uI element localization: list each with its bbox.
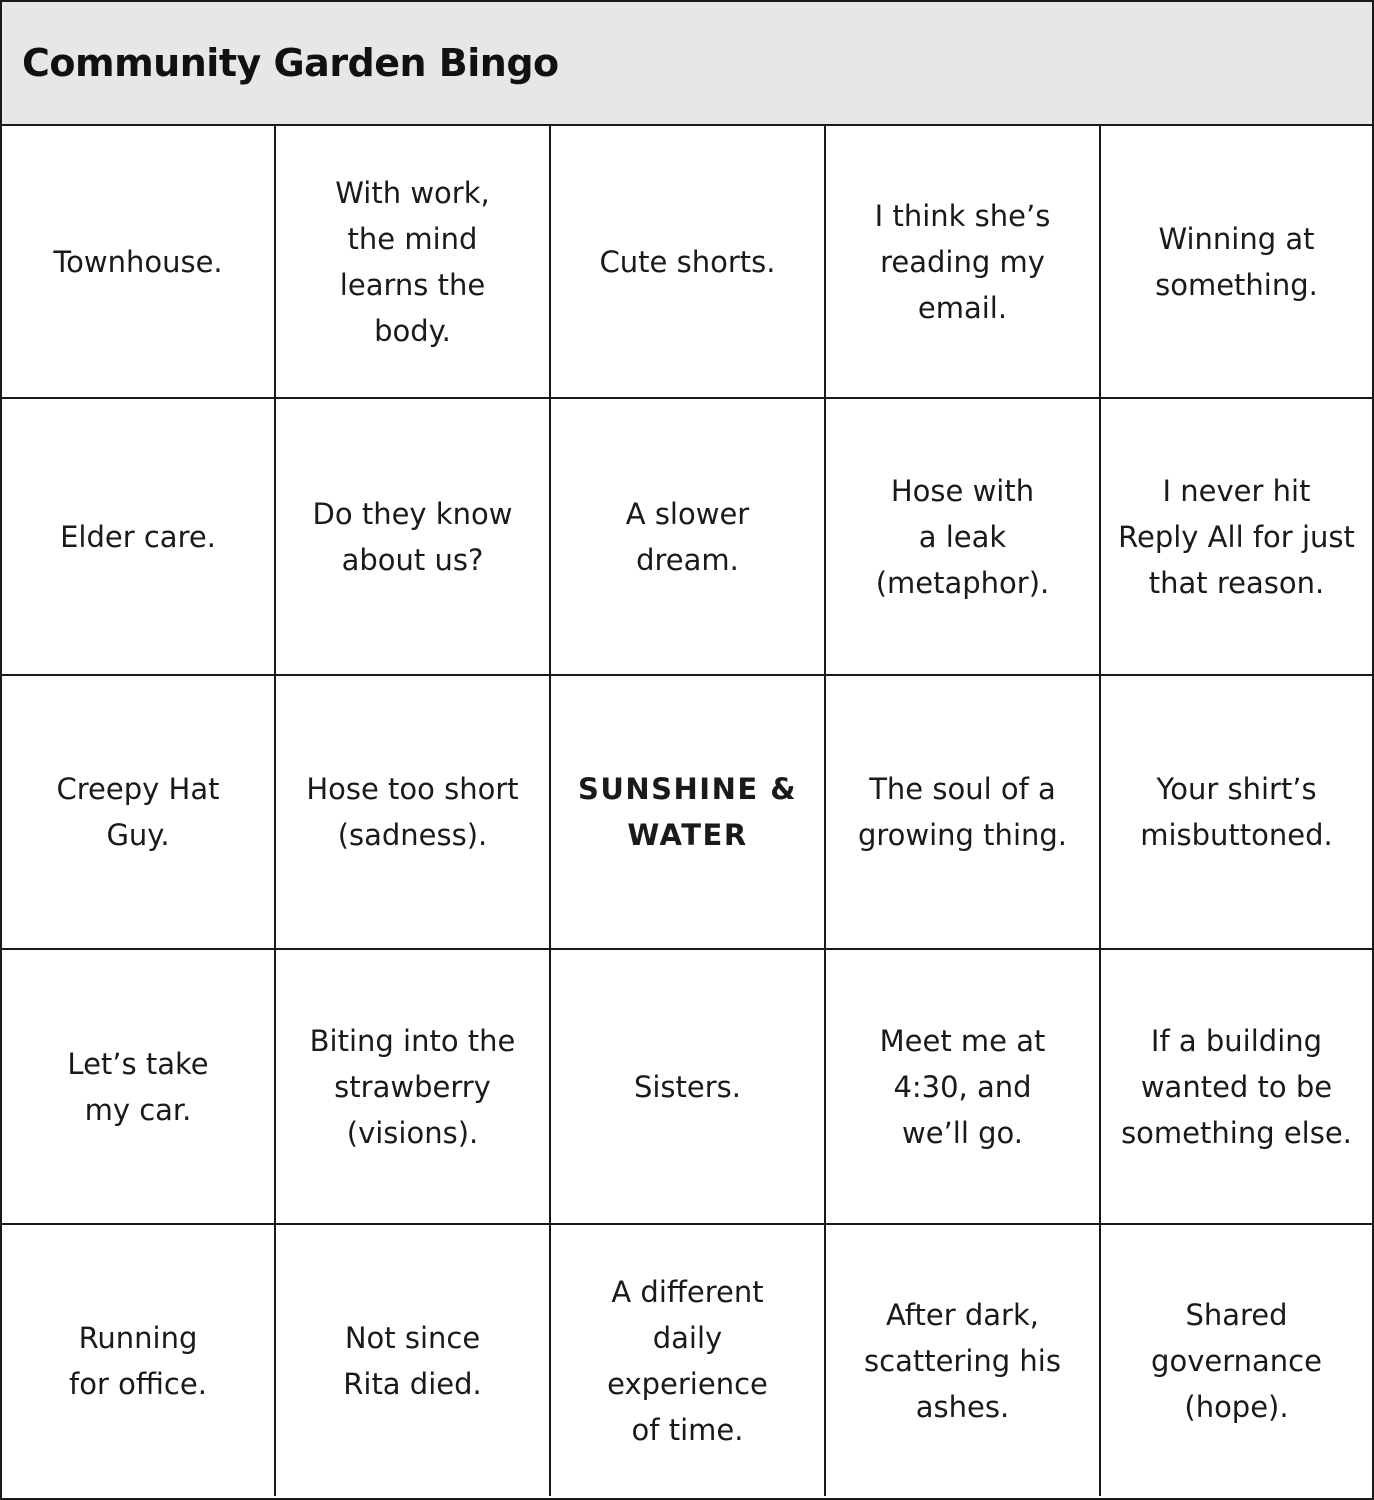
bingo-cell-text: After dark, scattering his ashes. — [864, 1297, 1061, 1424]
bingo-cell-text: I think she’s reading my email. — [874, 198, 1051, 325]
bingo-header — [2, 2, 1372, 126]
bingo-cell-text: Shared governance (hope). — [1151, 1297, 1322, 1424]
bingo-cell-text: Winning at something. — [1155, 221, 1318, 302]
bingo-cell-text: A slower dream. — [625, 496, 750, 577]
bingo-cell-r3c1[interactable] — [2, 676, 276, 950]
bingo-cell-text: Hose too short (sadness). — [306, 772, 519, 852]
bingo-cell-r1c3[interactable] — [551, 126, 826, 399]
bingo-cell-r1c1[interactable] — [2, 126, 276, 399]
bingo-cell-r5c3[interactable] — [551, 1225, 826, 1496]
bingo-cell-text: Hose with a leak (metaphor). — [875, 473, 1050, 600]
bingo-cell-text: Do they know about us? — [312, 496, 513, 577]
bingo-free-space[interactable] — [551, 676, 826, 950]
bingo-cell-r5c5[interactable] — [1101, 1225, 1372, 1496]
bingo-cell-r3c5[interactable] — [1101, 676, 1372, 950]
bingo-cell-text: Townhouse. — [53, 244, 223, 279]
bingo-cell-text: If a building wanted to be something else. — [1121, 1023, 1352, 1150]
bingo-free-space-text: SUNSHINE & WATER — [577, 772, 798, 852]
bingo-cell-r4c5[interactable] — [1101, 950, 1372, 1225]
bingo-cell-r2c3[interactable] — [551, 399, 826, 676]
bingo-cell-r4c2[interactable] — [276, 950, 551, 1225]
bingo-cell-text: With work, the mind learns the body. — [335, 175, 490, 348]
bingo-cell-r4c4[interactable] — [826, 950, 1101, 1225]
bingo-cell-r5c4[interactable] — [826, 1225, 1101, 1496]
bingo-cell-r4c3[interactable] — [551, 950, 826, 1225]
bingo-cell-r2c1[interactable] — [2, 399, 276, 676]
bingo-cell-r1c2[interactable] — [276, 126, 551, 399]
bingo-cell-text: Let’s take my car. — [67, 1046, 209, 1127]
bingo-cell-r2c2[interactable] — [276, 399, 551, 676]
bingo-cell-text: Sisters. — [633, 1069, 742, 1104]
bingo-cell-text: I never hit Reply All for just that reason. — [1118, 473, 1355, 600]
bingo-cell-text: Elder care. — [60, 519, 216, 554]
bingo-cell-r3c4[interactable] — [826, 676, 1101, 950]
bingo-cell-text: Not since Rita died. — [343, 1320, 482, 1401]
bingo-cell-text: Creepy Hat Guy. — [56, 772, 220, 852]
bingo-cell-text: Running for office. — [69, 1320, 207, 1401]
bingo-cell-text: Cute shorts. — [599, 244, 776, 279]
bingo-cell-r1c5[interactable] — [1101, 126, 1372, 399]
bingo-cell-r1c4[interactable] — [826, 126, 1101, 399]
bingo-cell-r2c4[interactable] — [826, 399, 1101, 676]
bingo-cell-r5c1[interactable] — [2, 1225, 276, 1496]
bingo-cell-text: Biting into the strawberry (visions). — [309, 1023, 516, 1150]
bingo-cell-r2c5[interactable] — [1101, 399, 1372, 676]
bingo-cell-text: Meet me at 4:30, and we’ll go. — [879, 1023, 1046, 1150]
bingo-cell-r3c2[interactable] — [276, 676, 551, 950]
bingo-grid — [2, 126, 1372, 1496]
bingo-title: Community Garden Bingo — [22, 41, 559, 85]
bingo-cell-text: Your shirt’s misbuttoned. — [1140, 772, 1333, 852]
bingo-cell-r5c2[interactable] — [276, 1225, 551, 1496]
bingo-cell-text: A different daily experience of time. — [607, 1274, 768, 1447]
bingo-cell-r4c1[interactable] — [2, 950, 276, 1225]
bingo-cell-text: The soul of a growing thing. — [857, 772, 1068, 852]
